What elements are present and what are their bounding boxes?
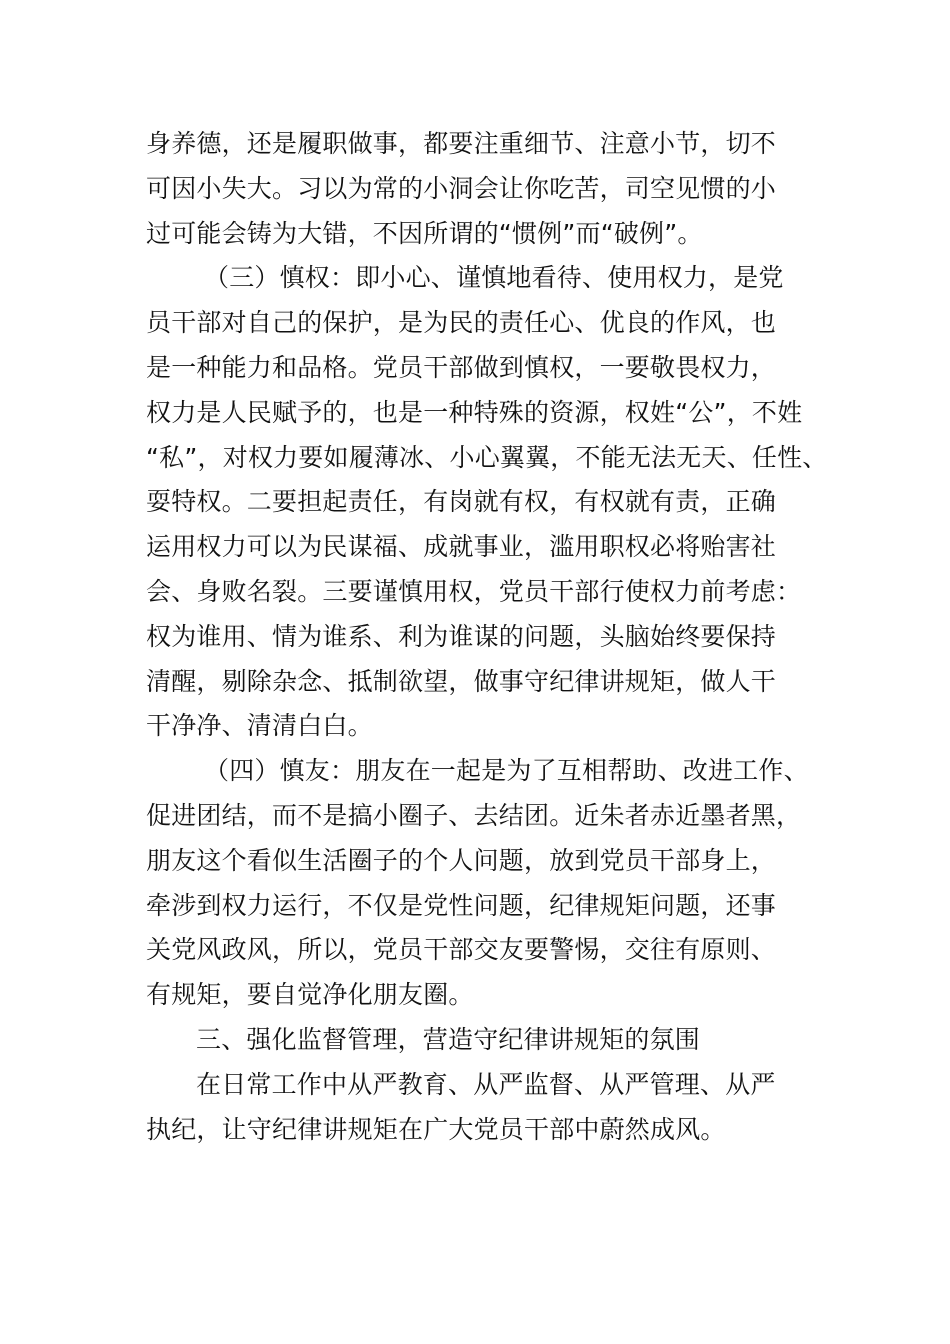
document-body [146,122,826,1152]
text-line: 清醒，剔除杂念、抵制欲望，做事守纪律讲规矩，做人干 [146,666,777,696]
text-line: 干净净、清清白白。 [146,711,373,741]
text-line: 运用权力可以为民谋福、成就事业，滥用职权必将贻害社 [146,532,777,562]
paragraph-opening-line: 在日常工作中从严教育、从严监督、从严管理、从严 [196,1069,776,1099]
text-line: 牵涉到权力运行，不仅是党性问题，纪律规矩问题，还事 [146,890,777,920]
text-line: 权力是人民赋予的，也是一种特殊的资源，权姓“公”，不姓 [146,397,803,427]
text-line: 权为谁用、情为谁系、利为谁谋的问题，头脑始终要保持 [146,621,777,651]
section-heading: 三、强化监督管理，营造守纪律讲规矩的氛围 [196,1024,701,1054]
text-line: “私”，对权力要如履薄冰、小心翼翼，不能无法无天、任性、 [146,442,828,472]
text-line: 可因小失大。习以为常的小洞会让你吃苦，司空见惯的小 [146,173,777,203]
text-line: 执纪，让守纪律讲规矩在广大党员干部中蔚然成风。 [146,1114,726,1144]
text-line: 有规矩，要自觉净化朋友圈。 [146,980,474,1010]
text-line: 关党风政风，所以，党员干部交友要警惕，交往有原则、 [146,935,777,965]
text-line: 过可能会铸为大错，不因所谓的“惯例”而“破例”。 [146,218,703,248]
text-line: 员干部对自己的保护，是为民的责任心、优良的作风，也 [146,308,777,338]
section-four-opening-line: （四）慎友：朋友在一起是为了互相帮助、改进工作、 [204,756,809,786]
text-line: 朋友这个看似生活圈子的个人问题，放到党员干部身上， [146,845,777,875]
text-line: 促进团结，而不是搞小圈子、去结团。近朱者赤近墨者黑， [146,800,802,830]
text-line: 是一种能力和品格。党员干部做到慎权，一要敬畏权力， [146,352,777,382]
text-line: 会、身败名裂。三要谨慎用权，党员干部行使权力前考虑： [146,576,802,606]
section-three-opening-line: （三）慎权：即小心、谨慎地看待、使用权力，是党 [204,263,784,293]
text-line: 身养德，还是履职做事，都要注重细节、注意小节，切不 [146,129,777,158]
text-line: 耍特权。二要担起责任，有岗就有权，有权就有责，正确 [146,487,777,517]
